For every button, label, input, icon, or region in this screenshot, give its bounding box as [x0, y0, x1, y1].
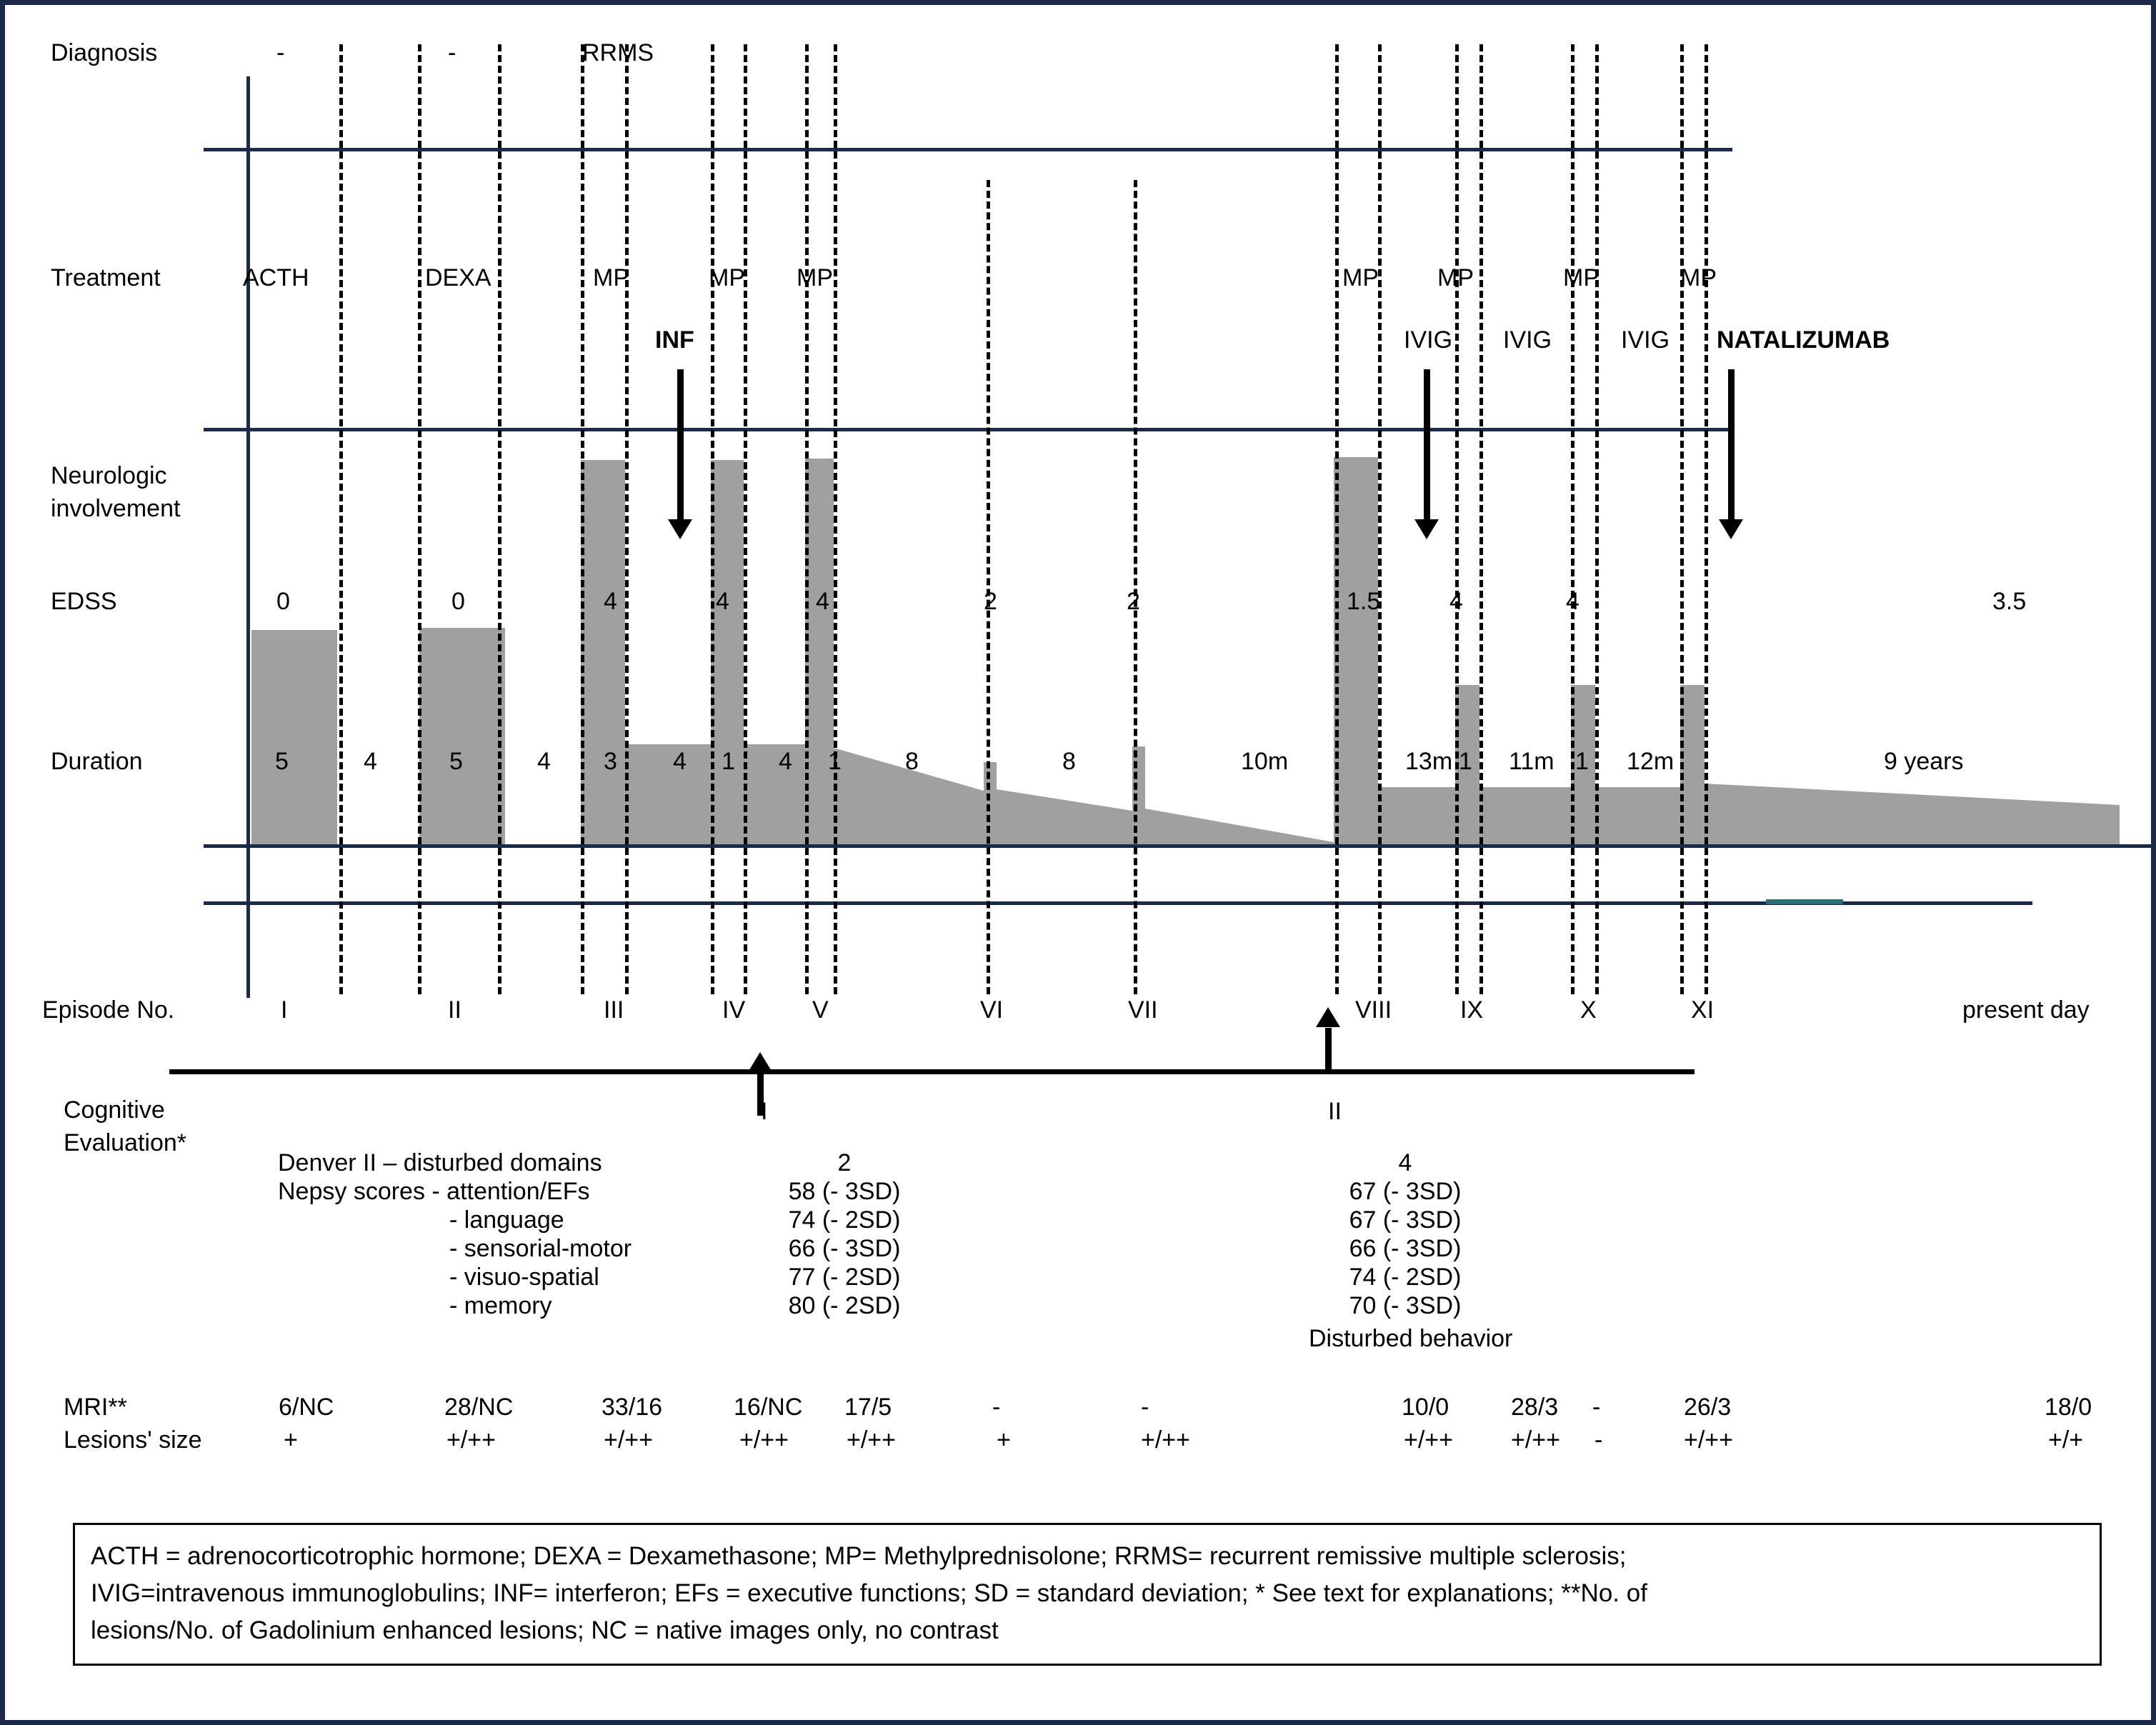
mri-value-9: 28/3 — [1511, 1394, 1559, 1421]
lesion-value-8: +/++ — [1404, 1426, 1454, 1454]
mri-value-6: - — [992, 1394, 1001, 1421]
episode-divider-14 — [1455, 44, 1459, 994]
natalizumab-arrow-shaft — [1728, 369, 1735, 523]
cognitive-row-value2-2: 67 (- 3SD) — [1349, 1178, 1462, 1205]
cognitive-row-value2-6: 70 (- 3SD) — [1349, 1292, 1462, 1319]
inf-arrow-head-icon — [668, 519, 692, 539]
edss-value-4: 4 — [716, 588, 729, 615]
treatment-label-8: MP — [1563, 264, 1599, 291]
treatment-label-secondary-4: IVIG — [1621, 326, 1670, 354]
episode-divider-8 — [805, 44, 809, 994]
duration-value-2: 4 — [364, 748, 377, 775]
mri-value-10: - — [1592, 1394, 1601, 1421]
cognitive-row-value2-1: 4 — [1398, 1149, 1412, 1176]
hline-diagnosis — [204, 148, 1732, 151]
row-label-diagnosis: Diagnosis — [51, 39, 158, 66]
edss-value-8: 1.5 — [1347, 588, 1381, 615]
episode-label-11: XI — [1691, 996, 1715, 1024]
row-label-mri: MRI** — [64, 1394, 127, 1421]
edss-value-1: 0 — [276, 588, 290, 615]
episode-label-8: VIII — [1355, 996, 1392, 1024]
lesion-value-4: +/++ — [739, 1426, 789, 1454]
episode-label-1: I — [281, 996, 288, 1024]
row-label-edss: EDSS — [51, 588, 117, 615]
episode-label-5: V — [812, 996, 829, 1024]
row-label-episode-no: Episode No. — [42, 996, 175, 1024]
cognitive-row-value1-2: 58 (- 3SD) — [788, 1178, 901, 1205]
cognitive-row-label-5: - visuo-spatial — [449, 1264, 599, 1291]
episode-divider-10 — [987, 180, 990, 994]
edss-value-9: 4 — [1449, 588, 1463, 615]
row-label-neurologic: Neurologic — [51, 462, 167, 489]
legend-box — [73, 1523, 2102, 1666]
row-label-lesions: Lesions' size — [64, 1426, 202, 1454]
duration-value-4: 4 — [537, 748, 551, 775]
duration-value-12: 10m — [1241, 748, 1289, 775]
treatment-label-secondary-2: IVIG — [1404, 326, 1453, 354]
cognitive-row-value1-3: 74 (- 2SD) — [788, 1206, 901, 1234]
episode-divider-6 — [711, 44, 714, 994]
episode-divider-1 — [339, 44, 343, 994]
row-label-cognitive: Cognitive — [64, 1096, 165, 1124]
cognitive-row-value1-1: 2 — [837, 1149, 852, 1176]
episode-label-9: IX — [1460, 996, 1484, 1024]
lesion-value-9: +/++ — [1511, 1426, 1561, 1454]
episode-divider-16 — [1571, 44, 1574, 994]
cognitive-row-value2-4: 66 (- 3SD) — [1349, 1235, 1462, 1262]
duration-value-17: 12m — [1627, 748, 1675, 775]
diagnosis-value-1: - — [276, 39, 285, 66]
duration-value-9: 1 — [828, 748, 842, 775]
duration-value-16: 1 — [1575, 748, 1589, 775]
edss-value-6: 2 — [984, 588, 997, 615]
duration-value-14: 1 — [1459, 748, 1472, 775]
cognitive-row-label-4: - sensorial-motor — [449, 1235, 632, 1262]
edss-value-5: 4 — [816, 588, 829, 615]
lesion-value-3: +/++ — [604, 1426, 654, 1454]
mri-value-8: 10/0 — [1402, 1394, 1449, 1421]
episode-divider-4 — [581, 44, 584, 994]
episode-label-10: X — [1580, 996, 1597, 1024]
legend-line-1: ACTH = adrenocorticotrophic hormone; DEXA = Dexamethasone; MP= Methylprednisolone; RRMS= recurrent remissive multiple sclerosis; — [91, 1542, 1627, 1570]
hline-lower — [204, 901, 2032, 905]
row-label-neurologic-2: involvement — [51, 495, 181, 522]
mri-value-7: - — [1141, 1394, 1149, 1421]
treatment-label-secondary-5: NATALIZUMAB — [1717, 326, 1890, 354]
row-label-treatment: Treatment — [51, 264, 161, 291]
episode-divider-12 — [1335, 44, 1339, 994]
cognitive-marker-label-2: II — [1328, 1098, 1342, 1125]
episode-divider-13 — [1378, 44, 1382, 994]
duration-value-10: 8 — [905, 748, 919, 775]
treatment-label-9: MP — [1680, 264, 1717, 291]
mri-value-5: 17/5 — [844, 1394, 892, 1421]
diagnosis-value-3: RRMS — [582, 39, 654, 66]
lesion-value-6: + — [997, 1426, 1011, 1454]
treatment-label-1: ACTH — [243, 264, 309, 291]
mri-value-11: 26/3 — [1684, 1394, 1732, 1421]
ivig-arrow-shaft — [1424, 369, 1430, 523]
edss-value-7: 2 — [1127, 588, 1140, 615]
cognitive-row-value2-3: 67 (- 3SD) — [1349, 1206, 1462, 1234]
natalizumab-arrow-head-icon — [1719, 519, 1743, 539]
cognitive-marker-2-shaft — [1325, 1028, 1332, 1071]
mri-value-12: 18/0 — [2045, 1394, 2092, 1421]
episode-label-4: IV — [722, 996, 746, 1024]
remission-area — [5, 5, 2156, 1725]
hline-treatment — [204, 428, 1732, 431]
episode-label-3: III — [604, 996, 624, 1024]
cognitive-row-value1-6: 80 (- 2SD) — [788, 1292, 901, 1319]
lesion-value-11: +/++ — [1684, 1426, 1734, 1454]
duration-value-18: 9 years — [1884, 748, 1964, 775]
duration-value-11: 8 — [1062, 748, 1076, 775]
episode-label-6: VI — [980, 996, 1004, 1024]
cognitive-row-label-2: Nepsy scores - attention/EFs — [278, 1178, 590, 1205]
edss-value-2: 0 — [451, 588, 465, 615]
lesion-value-1: + — [284, 1426, 298, 1454]
edss-value-11: 3.5 — [1992, 588, 2027, 615]
hline-baseline — [204, 844, 2156, 848]
ivig-arrow-head-icon — [1414, 519, 1439, 539]
mri-value-3: 33/16 — [602, 1394, 663, 1421]
episode-label-2: II — [448, 996, 461, 1024]
treatment-label-4: MP — [709, 264, 745, 291]
treatment-label-7: MP — [1437, 264, 1474, 291]
episode-label-12: present day — [1962, 996, 2090, 1024]
episode-divider-17 — [1595, 44, 1599, 994]
duration-value-1: 5 — [275, 748, 289, 775]
cognitive-marker-2-arrow-icon — [1316, 1007, 1340, 1027]
cognitive-row-value1-4: 66 (- 3SD) — [788, 1235, 901, 1262]
treatment-label-secondary-3: IVIG — [1503, 326, 1552, 354]
episode-divider-5 — [625, 44, 629, 994]
duration-value-6: 4 — [673, 748, 687, 775]
lesion-value-5: +/++ — [847, 1426, 897, 1454]
episode-divider-7 — [744, 44, 747, 994]
treatment-label-3: MP — [593, 264, 629, 291]
diagnosis-value-2: - — [448, 39, 456, 66]
cognitive-row-value2-5: 74 (- 2SD) — [1349, 1264, 1462, 1291]
duration-value-13: 13m — [1405, 748, 1453, 775]
episode-divider-15 — [1479, 44, 1483, 994]
edss-value-10: 4 — [1566, 588, 1579, 615]
dash-segment-teal — [1766, 899, 1843, 904]
cognitive-footer: Disturbed behavior — [1309, 1325, 1513, 1352]
cognitive-marker-1-arrow-icon — [748, 1052, 772, 1072]
episode-divider-2 — [418, 44, 421, 994]
episode-divider-3 — [498, 44, 501, 994]
row-label-cognitive-2: Evaluation* — [64, 1129, 187, 1156]
duration-value-5: 3 — [604, 748, 617, 775]
cognitive-marker-label-1: I — [761, 1098, 768, 1125]
treatment-label-5: MP — [797, 264, 833, 291]
cognitive-row-label-1: Denver II – disturbed domains — [278, 1149, 602, 1176]
cognitive-row-value1-5: 77 (- 2SD) — [788, 1264, 901, 1291]
edss-value-3: 4 — [604, 588, 617, 615]
duration-value-3: 5 — [449, 748, 463, 775]
duration-value-8: 4 — [779, 748, 792, 775]
episode-divider-9 — [834, 44, 837, 994]
episode-divider-18 — [1680, 44, 1684, 994]
treatment-label-2: DEXA — [425, 264, 491, 291]
episode-divider-19 — [1705, 44, 1708, 994]
episode-divider-11 — [1134, 180, 1137, 994]
lesion-value-7: +/++ — [1141, 1426, 1191, 1454]
cognitive-timeline-bar — [169, 1069, 1695, 1074]
lesion-value-12: +/+ — [2048, 1426, 2084, 1454]
lesion-value-2: +/++ — [446, 1426, 496, 1454]
duration-value-7: 1 — [722, 748, 735, 775]
legend-line-3: lesions/No. of Gadolinium enhanced lesions; NC = native images only, no contrast — [91, 1616, 999, 1644]
legend-line-2: IVIG=intravenous immunoglobulins; INF= interferon; EFs = executive functions; SD = standard deviation; * See text for explanations; **No. of — [91, 1579, 1647, 1607]
cognitive-row-label-6: - memory — [449, 1292, 552, 1319]
row-label-duration: Duration — [51, 748, 143, 775]
treatment-label-6: MP — [1342, 264, 1379, 291]
cognitive-row-label-3: - language — [449, 1206, 564, 1234]
axis-vertical — [246, 76, 250, 998]
duration-value-15: 11m — [1509, 748, 1554, 775]
lesion-value-10: - — [1594, 1426, 1603, 1454]
episode-label-7: VII — [1128, 996, 1158, 1024]
mri-value-1: 6/NC — [279, 1394, 334, 1421]
treatment-label-secondary-1: INF — [655, 326, 694, 354]
mri-value-4: 16/NC — [734, 1394, 803, 1421]
mri-value-2: 28/NC — [444, 1394, 514, 1421]
inf-arrow-shaft — [677, 369, 684, 523]
